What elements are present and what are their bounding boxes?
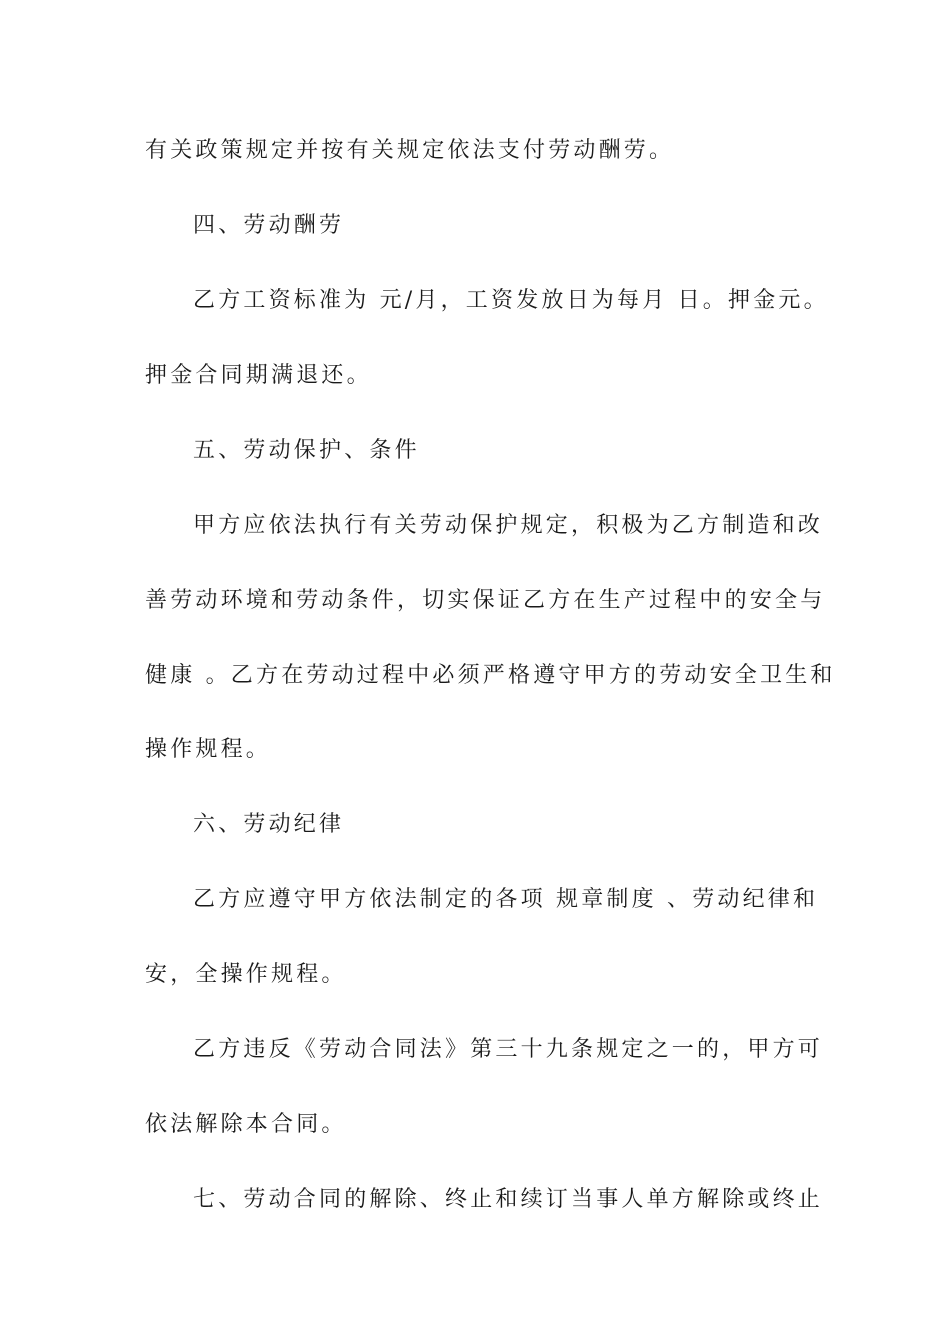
paragraph-line: 押金合同期满退还。: [145, 363, 372, 388]
section-heading-remuneration: 四、劳动酬劳: [193, 213, 345, 238]
paragraph-line: 健康 。乙方在劳动过程中必须严格遵守甲方的劳动安全卫生和: [145, 663, 836, 688]
section-heading-protection: 五、劳动保护、条件: [193, 438, 420, 463]
section-heading-termination: 七、劳动合同的解除、终止和续订当事人单方解除或终止: [193, 1187, 824, 1212]
paragraph-line: 依法解除本合同。: [145, 1112, 347, 1137]
paragraph-line: 有关政策规定并按有关规定依法支付劳动酬劳。: [145, 138, 675, 163]
paragraph-line: 乙方违反《劳动合同法》第三十九条规定之一的，甲方可: [193, 1037, 824, 1062]
section-heading-discipline: 六、劳动纪律: [193, 812, 345, 837]
paragraph-line: 甲方应依法执行有关劳动保护规定，积极为乙方制造和改: [193, 513, 824, 538]
paragraph-line: 乙方工资标准为 元/月，工资发放日为每月 日。押金元。: [193, 288, 829, 313]
paragraph-line: 安，全操作规程。: [145, 962, 347, 987]
paragraph-line: 操作规程。: [145, 737, 272, 762]
paragraph-line: 乙方应遵守甲方依法制定的各项 规章制度 、劳动纪律和: [193, 887, 819, 912]
paragraph-line: 善劳动环境和劳动条件，切实保证乙方在生产过程中的安全与: [145, 588, 826, 613]
